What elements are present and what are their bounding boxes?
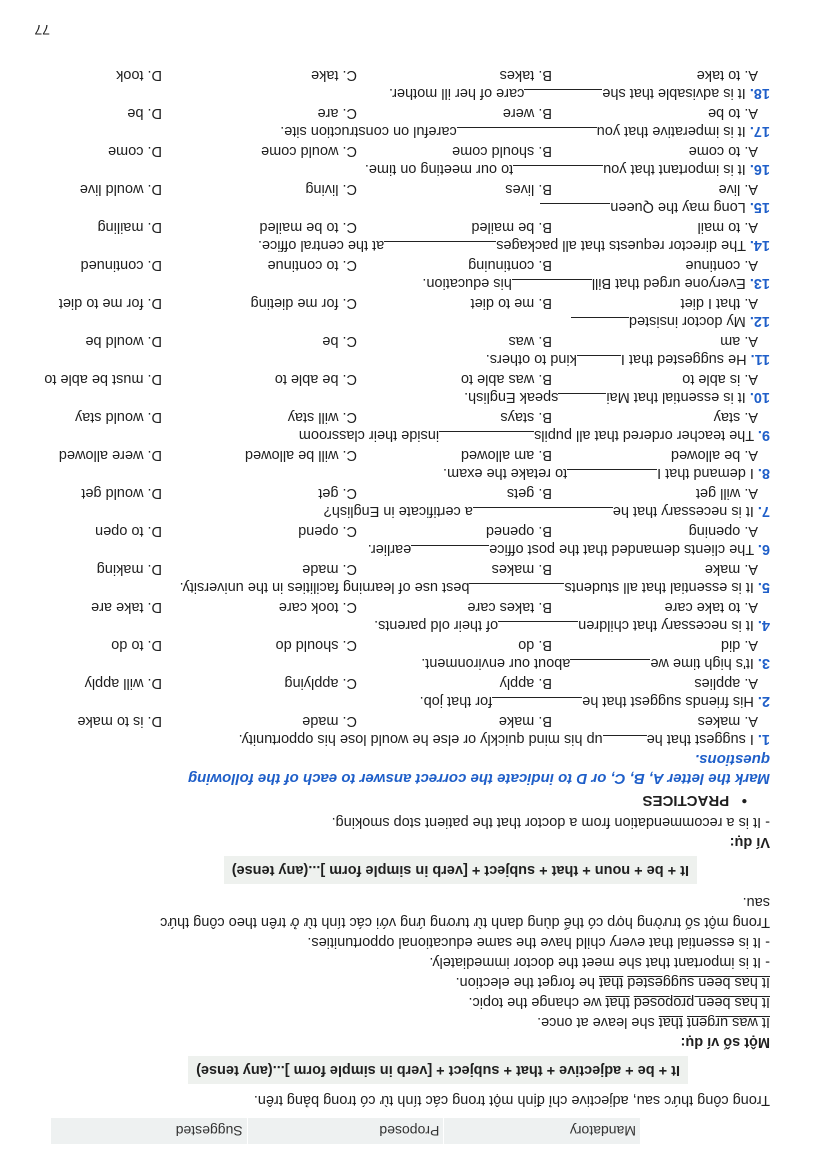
question-text-after: at the central office. <box>257 237 385 253</box>
option-d[interactable]: D. is to make <box>77 713 162 729</box>
example-line: It has been suggested that he forget the election. <box>455 974 770 990</box>
option-a[interactable]: A. makes <box>697 713 758 729</box>
question-stem <box>30 311 770 331</box>
option-d[interactable]: D. be <box>127 105 162 121</box>
option-d[interactable]: D. would get <box>81 485 162 501</box>
question-text: It is necessary that children <box>578 617 758 633</box>
question-text: The director requests that all packages <box>496 237 750 253</box>
question-stem <box>30 463 770 483</box>
question-stem <box>30 615 770 635</box>
answer-blank <box>571 317 629 331</box>
option-c[interactable]: C. be <box>322 333 357 349</box>
option-a[interactable]: A. to take <box>696 67 758 83</box>
answer-blank <box>492 697 582 711</box>
question-item <box>30 483 770 521</box>
option-c[interactable]: C. took care <box>278 599 357 615</box>
question-number: 12. <box>749 313 770 329</box>
question-number: 3. <box>757 655 770 671</box>
option-c[interactable]: C. should do <box>275 637 357 653</box>
option-a[interactable]: A. to mail <box>697 219 758 235</box>
question-stem <box>30 121 770 141</box>
page-number: 77 <box>34 22 50 38</box>
question-text-after: speak English. <box>464 389 559 405</box>
option-c[interactable]: C. get <box>318 485 357 501</box>
question-number: 15. <box>749 199 770 215</box>
answer-blank <box>457 127 597 141</box>
answer-blank <box>498 621 578 635</box>
question-text: It is essential that Mai <box>606 389 750 405</box>
option-c[interactable]: C. to be mailed <box>259 219 357 235</box>
example-line: It has been proposed that we change the topic. <box>468 994 770 1010</box>
question-text: My doctor insisted <box>628 313 750 329</box>
option-d[interactable]: D. to do <box>111 637 162 653</box>
question-stem <box>30 577 770 597</box>
example-underlined-that: that <box>605 994 630 1010</box>
question-item <box>30 559 770 597</box>
practices-title: PRACTICES <box>642 792 730 809</box>
option-a[interactable]: A. continue <box>685 257 758 273</box>
question-item <box>30 597 770 635</box>
option-b[interactable]: B. apply <box>499 675 552 691</box>
option-b[interactable]: B. lives <box>505 181 552 197</box>
option-b[interactable]: B. be mailed <box>471 219 552 235</box>
option-c[interactable]: C. living <box>305 181 357 197</box>
question-text-after: to our meeting on time. <box>364 161 514 177</box>
question-item <box>30 407 770 445</box>
option-d[interactable]: D. for me to diet <box>58 295 162 311</box>
question-stem <box>30 387 770 407</box>
option-a[interactable]: A. be allowed <box>670 447 758 463</box>
option-c[interactable]: C. would come <box>261 143 357 159</box>
question-item <box>30 521 770 559</box>
bullet-icon: • <box>741 792 747 809</box>
example-underlined-subject: It was urgent <box>686 1014 770 1030</box>
answer-blank <box>540 203 610 217</box>
option-a[interactable]: A. did <box>720 637 758 653</box>
question-text: The teacher ordered that all pupils <box>534 427 758 443</box>
examples-heading: Một số ví dụ: <box>680 1034 770 1050</box>
question-stem <box>30 539 770 559</box>
question-text-after: for that job. <box>419 693 493 709</box>
question-item <box>30 65 770 103</box>
question-text: His friends suggest that he <box>582 693 758 709</box>
example-line: - It is a recommendation from a doctor that the patient stop smoking. <box>331 814 770 830</box>
option-b[interactable]: B. opened <box>485 523 552 539</box>
question-number: 13. <box>749 275 770 291</box>
question-text-after: up his mind quickly or else he would lose his opportunity. <box>238 731 603 747</box>
question-text: It is necessary that he <box>612 503 758 519</box>
option-d[interactable]: D. making <box>96 561 162 577</box>
question-stem <box>30 197 770 217</box>
instruction-text-continued: questions. <box>694 751 770 768</box>
question-stem <box>30 501 770 521</box>
option-a[interactable]: A. to be <box>708 105 758 121</box>
question-text-after: to retake the exam. <box>443 465 568 481</box>
answer-blank <box>512 279 592 293</box>
question-item <box>30 369 770 407</box>
answer-blank <box>577 355 621 369</box>
question-number: 4. <box>757 617 770 633</box>
question-text-after: a certificate in English? <box>323 503 473 519</box>
option-d[interactable]: D. to open <box>95 523 162 539</box>
option-d[interactable]: D. take are <box>91 599 162 615</box>
question-number: 8. <box>757 465 770 481</box>
option-d[interactable]: D. mailing <box>97 219 162 235</box>
question-text-after: care of her ill mother. <box>388 85 525 101</box>
option-b[interactable]: B. were <box>502 105 552 121</box>
answer-blank <box>524 89 602 103</box>
question-stem <box>30 729 770 749</box>
question-item <box>30 103 770 141</box>
example-underlined-that: that <box>658 1014 683 1030</box>
question-item <box>30 255 770 293</box>
option-b[interactable]: B. make <box>498 713 552 729</box>
option-b[interactable]: B. stays <box>500 409 552 425</box>
option-a[interactable]: A. to take care <box>664 599 758 615</box>
option-b[interactable]: B. am allowed <box>460 447 552 463</box>
intro-text: Trong công thức sau, adjective chỉ định một trong các tính từ có trong bảng trên. <box>253 1092 770 1108</box>
question-stem <box>30 159 770 179</box>
option-c[interactable]: C. made <box>302 561 357 577</box>
question-number: 16. <box>749 161 770 177</box>
option-d[interactable]: D. were allowed <box>58 447 162 463</box>
option-b[interactable]: B. takes <box>499 67 552 83</box>
question-stem <box>30 83 770 103</box>
option-a[interactable]: A. opening <box>688 523 758 539</box>
option-b[interactable]: B. was <box>508 333 552 349</box>
example-underlined-that: that <box>599 974 624 990</box>
note-text: Trong một số trường hợp có thể dùng danh từ tương ứng với các tính từ ở trên theo công thức <box>160 914 770 930</box>
option-c[interactable]: C. take <box>311 67 357 83</box>
question-item <box>30 635 770 673</box>
question-stem <box>30 691 770 711</box>
answer-blank <box>439 431 534 445</box>
option-b[interactable]: B. takes care <box>467 599 552 615</box>
question-stem <box>30 349 770 369</box>
question-number: 11. <box>750 351 770 367</box>
example-line: - It is important that she meet the doctor immediately. <box>429 954 770 970</box>
question-item <box>30 141 770 179</box>
question-text-after: his education. <box>422 275 512 291</box>
example-underlined-subject: It has been proposed <box>633 994 770 1010</box>
table-cell-proposed: Proposed <box>247 1118 444 1144</box>
question-text: It's high time we <box>650 655 758 671</box>
answer-blank <box>567 469 657 483</box>
question-text: It is advisable that she <box>602 85 750 101</box>
option-d[interactable]: D. come <box>108 143 162 159</box>
option-c[interactable]: C. are <box>317 105 357 121</box>
question-text: It is imperative that you <box>596 123 750 139</box>
practices-heading <box>643 790 747 810</box>
question-number: 17. <box>749 123 770 139</box>
instruction-text: Mark the letter A, B, C, or D to indicate the correct answer to each of the following <box>187 770 770 787</box>
question-text: It is essential that all students <box>564 579 758 595</box>
question-number: 7. <box>757 503 770 519</box>
question-text: The clients demanded that the post office <box>489 541 758 557</box>
question-number: 9. <box>757 427 770 443</box>
question-item <box>30 445 770 483</box>
option-b[interactable]: B. gets <box>506 485 552 501</box>
answer-blank <box>570 659 650 673</box>
question-text-after: of their old parents. <box>374 617 499 633</box>
option-a[interactable]: A. make <box>704 561 758 577</box>
question-number: 14. <box>749 237 770 253</box>
option-c[interactable]: C. for me dieting <box>250 295 357 311</box>
question-number: 2. <box>757 693 770 709</box>
question-text: Long may the Queen <box>610 199 750 215</box>
answer-blank <box>473 507 613 521</box>
option-d[interactable]: D. took <box>116 67 162 83</box>
answer-blank <box>384 241 496 255</box>
example-heading: Ví dụ: <box>729 834 770 850</box>
question-number: 6. <box>757 541 770 557</box>
answer-blank <box>558 393 606 407</box>
option-d[interactable]: D. would be <box>85 333 162 349</box>
option-c[interactable]: C. will stay <box>287 409 357 425</box>
note-text-continued: sau. <box>742 894 770 910</box>
example-line: It was urgent that she leave at once. <box>537 1014 770 1030</box>
question-item <box>30 711 770 749</box>
answer-blank <box>513 165 603 179</box>
option-d[interactable]: D. must be able to <box>44 371 162 387</box>
option-a[interactable]: A. applies <box>694 675 758 691</box>
question-text-after: inside their classroom <box>298 427 440 443</box>
option-d[interactable]: D. will apply <box>84 675 162 691</box>
question-stem <box>30 653 770 673</box>
question-number: 1. <box>757 731 770 747</box>
question-text: It is important that you <box>603 161 750 177</box>
question-list <box>30 65 770 749</box>
question-text-after: earlier. <box>367 541 412 557</box>
question-text: Everyone urged that Bill <box>591 275 750 291</box>
example-line: - It is essential that every child have the same educational opportunities. <box>307 934 770 950</box>
question-item <box>30 673 770 711</box>
question-stem <box>30 425 770 445</box>
question-item <box>30 217 770 255</box>
option-b[interactable]: B. me to diet <box>470 295 552 311</box>
option-c[interactable]: C. made <box>302 713 357 729</box>
question-number: 5. <box>757 579 770 595</box>
question-item <box>30 331 770 369</box>
option-a[interactable]: A. will get <box>695 485 758 501</box>
option-c[interactable]: C. will be allowed <box>244 447 357 463</box>
option-d[interactable]: D. would live <box>79 181 162 197</box>
question-text: He suggested that I <box>620 351 751 367</box>
example-underlined-subject: It has been suggested <box>627 974 770 990</box>
formula-noun: It + be + noun + that + subject + [verb in simple form ]...(any tense) <box>224 856 697 884</box>
answer-blank <box>469 583 564 597</box>
option-a[interactable]: A. is able to <box>682 371 758 387</box>
option-b[interactable]: B. was able to <box>460 371 552 387</box>
table-cell-suggested: Suggested <box>50 1118 247 1144</box>
option-a[interactable]: A. am <box>720 333 758 349</box>
question-stem <box>30 235 770 255</box>
question-item <box>30 179 770 217</box>
option-b[interactable]: B. makes <box>491 561 552 577</box>
formula-adjective: It + be + adjective + that + subject + [verb in simple form ]...(any tense) <box>188 1056 688 1084</box>
option-b[interactable]: B. should come <box>452 143 552 159</box>
question-number: 18. <box>749 85 770 101</box>
question-number: 10. <box>749 389 770 405</box>
option-c[interactable]: C. be able to <box>274 371 357 387</box>
option-b[interactable]: B. continuing <box>468 257 552 273</box>
option-d[interactable]: D. continued <box>80 257 162 273</box>
option-a[interactable]: A. live <box>718 181 758 197</box>
option-d[interactable]: D. would stay <box>74 409 162 425</box>
answer-blank <box>603 735 647 749</box>
option-b[interactable]: B. do <box>518 637 552 653</box>
option-c[interactable]: C. to continue <box>267 257 357 273</box>
question-text: I suggest that he <box>646 731 758 747</box>
option-a[interactable]: A. that I diet <box>680 295 758 311</box>
option-c[interactable]: C. opend <box>298 523 357 539</box>
question-text-after: best use of learning facilities in the university. <box>179 579 470 595</box>
question-text-after: kind to others. <box>485 351 577 367</box>
option-a[interactable]: A. to come <box>688 143 758 159</box>
option-c[interactable]: C. applying <box>284 675 357 691</box>
question-item <box>30 293 770 331</box>
question-text-after: careful on construction site. <box>280 123 457 139</box>
question-text-after: about our environment. <box>421 655 571 671</box>
table-cell-mandatory: Mandatory <box>443 1118 640 1144</box>
adjective-table <box>50 1118 640 1144</box>
option-a[interactable]: A. stay <box>713 409 758 425</box>
question-stem <box>30 273 770 293</box>
question-text: I demand that I <box>657 465 758 481</box>
answer-blank <box>411 545 489 559</box>
